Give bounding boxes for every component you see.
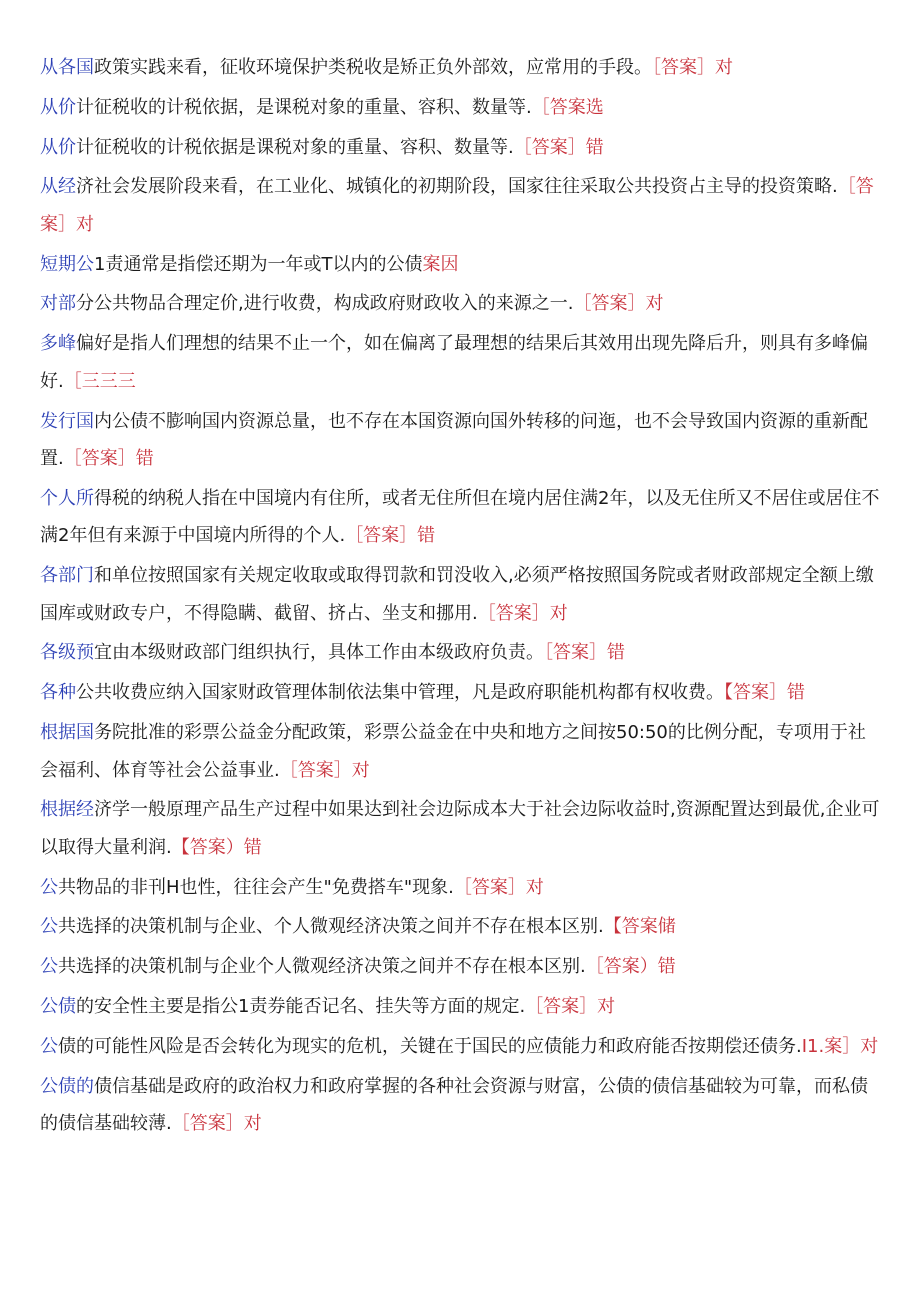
- item-answer: ［答案］对: [652, 57, 733, 78]
- qa-item: [40, 480, 880, 555]
- item-statement: 共选择的决策机制与企业个人微观经济决策之间并不存在根本区别.: [58, 956, 586, 978]
- item-statement: 宜由本级财政部门组织执行，具体工作由本级政府负责。: [94, 642, 544, 664]
- item-answer: ［答案］对: [477, 602, 568, 624]
- item-head: 个人所: [40, 487, 94, 509]
- item-statement: 债的可能性风险是否会转化为现实的危机，关键在于国民的应债能力和政府能否按期偿还债务.: [58, 1035, 802, 1057]
- item-head: 根据经: [40, 799, 94, 821]
- qa-item: [40, 557, 880, 632]
- item-answer: ［答案］对: [171, 1113, 262, 1135]
- item-answer: ［答案］对: [525, 996, 616, 1018]
- item-head: 公: [40, 1035, 58, 1057]
- qa-item: [40, 714, 880, 789]
- item-statement: 计征税收的计税依据，是课税对象的重量、容积、数量等.: [76, 96, 532, 118]
- item-answer: ［答案选: [531, 96, 604, 118]
- item-head: 各部门: [40, 565, 94, 587]
- item-answer: ［答案］错: [63, 448, 154, 470]
- item-statement: 计征税收的计税依据是课税对象的重量、容积、数量等.: [76, 136, 514, 158]
- item-statement: 共物品的非刊H也性，往往会产生"免费搭车"现象.: [58, 876, 454, 898]
- item-answer: 【答案）错: [171, 836, 262, 858]
- item-answer: 【答案］错: [724, 682, 805, 704]
- item-head: 从各国: [40, 57, 94, 78]
- qa-item: [40, 89, 880, 127]
- item-head: 公债: [40, 996, 76, 1018]
- item-answer: ［答案］错: [513, 136, 604, 158]
- qa-item: [40, 285, 880, 323]
- item-statement: 济学一般原理产品生产过程中如果达到社会边际成本大于社会边际收益时,资源配置达到最优,企业可以取得大量利润.: [40, 799, 880, 858]
- item-head: 公债的: [40, 1075, 94, 1097]
- item-statement: 公共收费应纳入国家财政管理体制依法集中管理，凡是政府职能机构都有权收费。: [76, 682, 724, 704]
- item-statement: 政策实践来看，征收环境保护类税收是矫正负外部效，应常用的手段。: [94, 57, 652, 78]
- qa-item: [40, 168, 880, 243]
- item-statement: 和单位按照国家有关规定收取或取得罚款和罚没收入,必须严格按照国务院或者财政部规定全额上缴国库或财政专户，不得隐瞒、截留、挤占、坐支和挪用.: [40, 565, 874, 624]
- qa-item: [40, 49, 880, 87]
- item-answer: 【答案储: [603, 916, 676, 938]
- item-statement: 1责通常是指偿还期为一年或T以内的公债: [94, 253, 423, 275]
- item-answer: I1.案］对: [801, 1035, 879, 1057]
- qa-item: [40, 674, 880, 712]
- item-answer: 案因: [422, 253, 459, 275]
- item-answer: ［三三三: [63, 370, 136, 392]
- qa-item: [40, 791, 880, 866]
- qa-item: [40, 908, 880, 946]
- item-statement: 得税的纳税人指在中国境内有住所，或者无住所但在境内居住满2年，以及无住所又不居住或居住不满2年但有来源于中国境内所得的个人.: [40, 487, 880, 547]
- item-head: 短期公: [40, 253, 94, 275]
- qa-item: [40, 246, 880, 284]
- item-head: 对部: [40, 293, 76, 315]
- item-head: 公: [40, 916, 58, 938]
- qa-item: [40, 129, 880, 167]
- item-head: 多峰: [40, 333, 76, 355]
- item-head: 从经: [40, 176, 76, 198]
- qa-item: [40, 634, 880, 672]
- qa-item: [40, 325, 880, 400]
- item-statement: 的安全性主要是指公1责券能否记名、挂失等方面的规定.: [76, 996, 526, 1018]
- qa-item: [40, 1028, 880, 1066]
- qa-item: [40, 988, 880, 1026]
- item-statement: 共选择的决策机制与企业、个人微观经济决策之间并不存在根本区别.: [58, 916, 604, 938]
- item-statement: 济社会发展阶段来看，在工业化、城镇化的初期阶段，国家往往采取公共投资占主导的投资策略.: [76, 176, 838, 198]
- item-answer: ［答案］对: [573, 293, 664, 315]
- item-head: 从价: [40, 136, 76, 158]
- item-answer: ［答案］对: [40, 176, 874, 235]
- item-answer: ［答案］对: [453, 876, 544, 898]
- item-statement: 偏好是指人们理想的结果不止一个，如在偏离了最理想的结果后其效用出现先降后升，则具有多峰偏好.: [40, 333, 868, 392]
- item-head: 根据国: [40, 722, 94, 744]
- item-head: 各种: [40, 682, 76, 704]
- qa-item: [40, 1068, 880, 1143]
- item-head: 各级预: [40, 642, 94, 664]
- item-head: 发行国: [40, 410, 94, 432]
- item-statement: 内公债不膨响国内资源总量，也不存在本国资源向国外转移的问迤，也不会导致国内资源的重新配置.: [40, 410, 868, 470]
- qa-item: [40, 948, 880, 986]
- item-statement: 分公共物品合理定价,进行收费，构成政府财政收入的来源之一.: [76, 293, 574, 315]
- item-statement: 务院批准的彩票公益金分配政策，彩票公益金在中央和地方之间按50:50的比例分配，专项用于社会福利、体育等社会公益事业.: [40, 722, 866, 781]
- item-answer: ［答案］错: [544, 642, 625, 664]
- item-answer: ［答案］对: [279, 759, 370, 781]
- item-head: 公: [40, 956, 58, 978]
- item-answer: ［答案）错: [585, 956, 676, 978]
- item-answer: ［答案］错: [345, 525, 436, 547]
- item-statement: 债信基础是政府的政治权力和政府掌握的各种社会资源与财富，公债的债信基础较为可靠，而私债的债信基础较薄.: [40, 1075, 868, 1135]
- qa-item: [40, 869, 880, 907]
- item-head: 公: [40, 876, 58, 898]
- qa-item: [40, 403, 880, 478]
- item-head: 从价: [40, 96, 76, 118]
